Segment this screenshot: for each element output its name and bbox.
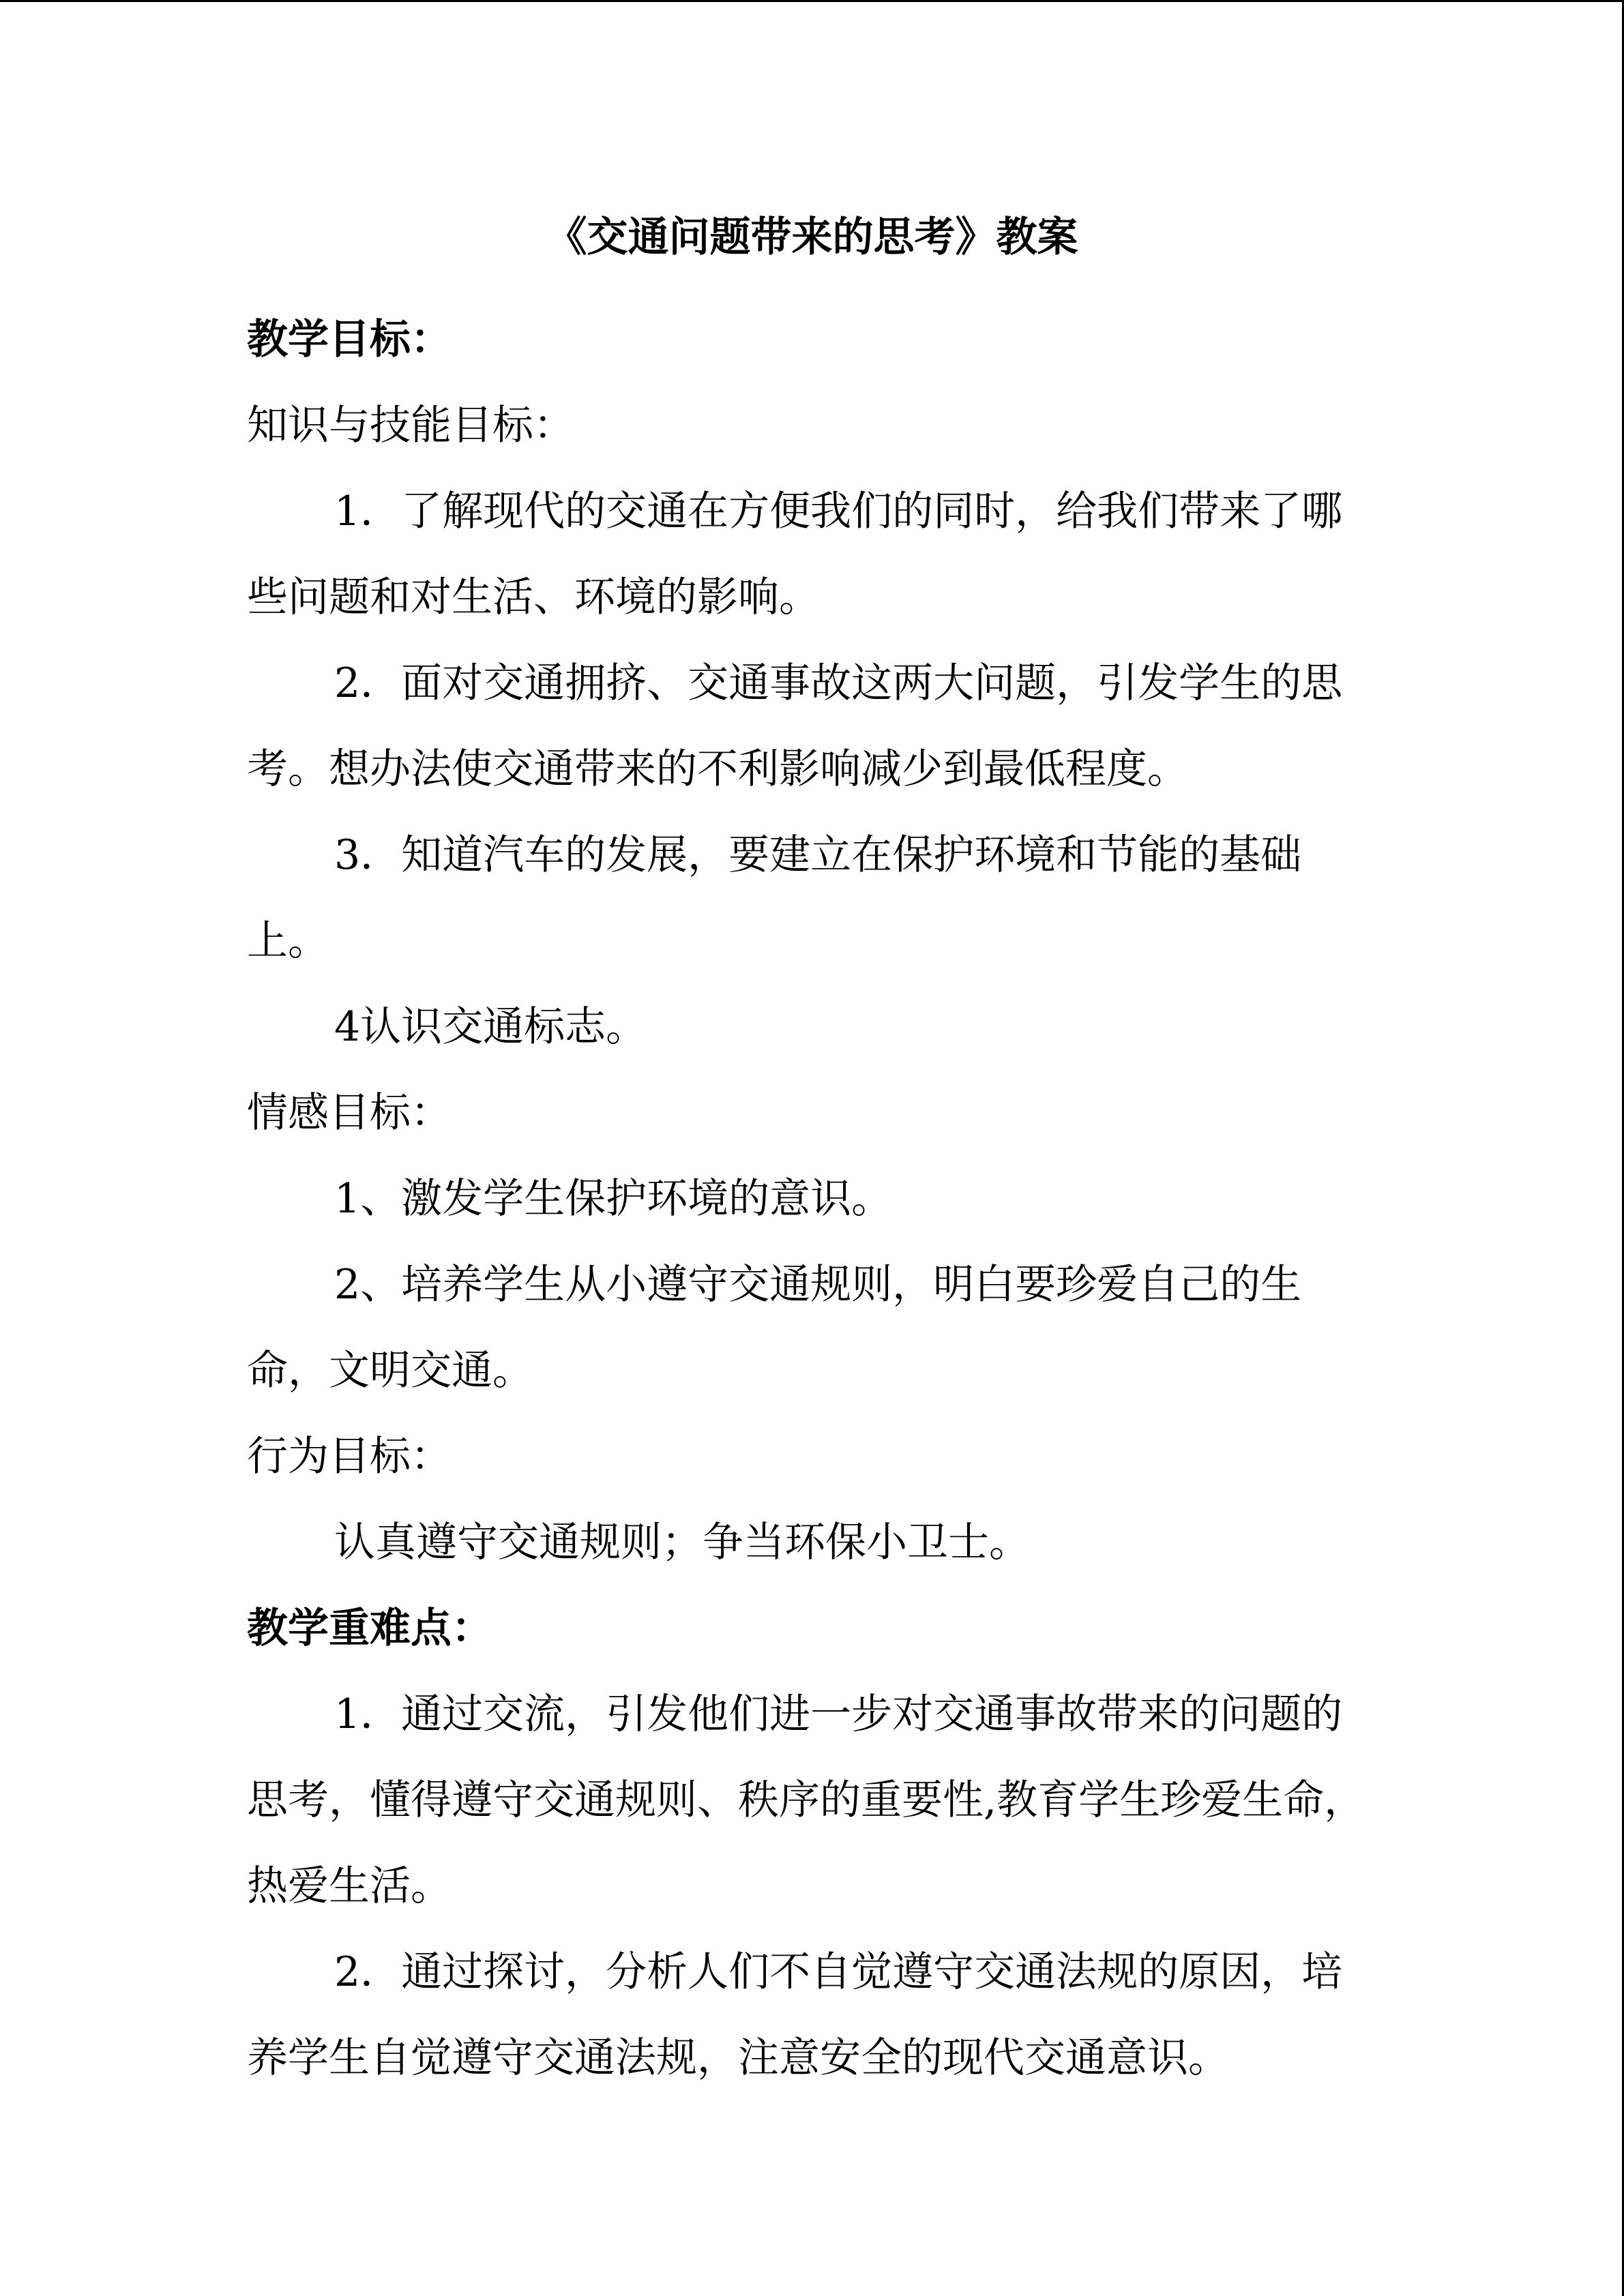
knowledge-item-1: 1．了解现代的交通在方便我们的同时，给我们带来了哪些问题和对生活、环境的影响。	[247, 488, 1343, 621]
section-heading-knowledge: 知识与技能目标：	[247, 402, 574, 449]
keypoints-item-1: 1．通过交流，引发他们进一步对交通事故带来的问题的思考，懂得遵守交通规则、秩序的重要性,教育学生珍爱生命，热爱生活。	[247, 1690, 1365, 1910]
emotion-item-2: 2、培养学生从小遵守交通规则，明白要珍爱自己的生命，文明交通。	[247, 1261, 1302, 1395]
document-title: 《交通问题带来的思考》教案	[546, 213, 1078, 261]
behavior-item-1: 认真遵守交通规则；争当环保小卫士。	[334, 1519, 1030, 1566]
section-heading-emotion: 情感目标：	[247, 1089, 452, 1137]
section-heading-objectives: 教学目标：	[247, 316, 452, 363]
knowledge-item-3: 3．知道汽车的发展，要建立在保护环境和节能的基础上。	[247, 831, 1302, 965]
emotion-item-1: 1、激发学生保护环境的意识。	[334, 1175, 893, 1223]
knowledge-item-4: 4认识交通标志。	[334, 1003, 647, 1051]
section-heading-behavior: 行为目标：	[247, 1433, 452, 1480]
keypoints-item-2: 2．通过探讨，分析人们不自觉遵守交通法规的原因，培养学生自觉遵守交通法规，注意安全的现代交通意识。	[247, 1948, 1343, 2082]
document-body	[247, 297, 1379, 2101]
section-heading-keypoints: 教学重难点：	[247, 1605, 492, 1652]
knowledge-item-2: 2．面对交通拥挤、交通事故这两大问题，引发学生的思考。想办法使交通带来的不利影响减少到最低程度。	[247, 659, 1343, 793]
